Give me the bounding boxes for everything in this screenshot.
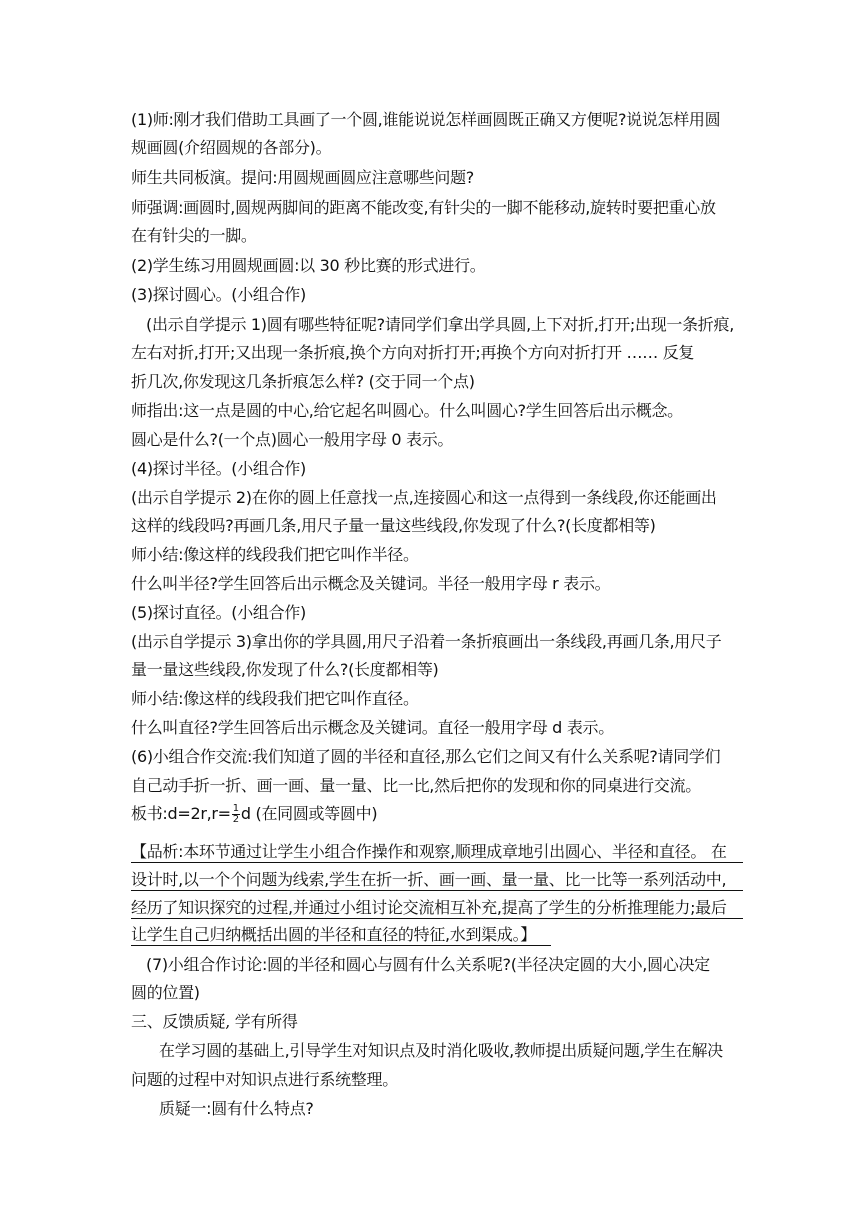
text-line: (5)探讨直径。(小组合作) [131, 603, 306, 622]
text-line: 师强调:画圆时,圆规两脚间的距离不能改变,有针尖的一脚不能移动,旋转时要把重心放 [131, 198, 716, 217]
text-line: (出示自学提示 3)拿出你的学具圆,用尺子沿着一条折痕画出一条线段,再画几条,用尺子 [131, 632, 722, 651]
text-line: 左右对折,打开;又出现一条折痕,换个方向对折打开;再换个方向对折打开 …… 反复 [131, 343, 695, 362]
text-line: 师小结:像这样的线段我们把它叫作半径。 [131, 545, 419, 564]
text-line: (4)探讨半径。(小组合作) [131, 459, 306, 478]
section-heading: 三、反馈质疑, 学有所得 [131, 1012, 298, 1031]
formula-prefix: 板书:d=2r,r= [131, 804, 231, 823]
formula-suffix: d [240, 804, 251, 823]
text-line: 折几次,你发现这几条折痕怎么样? (交于同一个点) [131, 372, 475, 391]
text-line: 什么叫直径?学生回答后出示概念及关键词。直径一般用字母 d 表示。 [131, 718, 614, 737]
fraction-denominator: 2 [232, 814, 239, 825]
text-line: 在学习圆的基础上,引导学生对知识点及时消化吸收,教师提出质疑问题,学生在解决 [159, 1041, 723, 1060]
text-line: (2)学生练习用圆规画圆:以 30 秒比赛的形式进行。 [131, 256, 486, 275]
text-line: 师小结:像这样的线段我们把它叫作直径。 [131, 689, 419, 708]
text-line: 规画圆(介绍圆规的各部分)。 [131, 138, 332, 157]
formula-line [131, 804, 741, 825]
text-line: 自己动手折一折、画一画、量一量、比一比,然后把你的发现和你的同桌进行交流。 [131, 776, 701, 795]
text-line: (6)小组合作交流:我们知道了圆的半径和直径,那么它们之间又有什么关系呢?请同学们 [131, 747, 721, 766]
text-line: (出示自学提示 1)圆有哪些特征呢?请同学们拿出学具圆,上下对折,打开;出现一条折痕, [146, 315, 734, 334]
text-line: 师指出:这一点是圆的中心,给它起名叫圆心。什么叫圆心?学生回答后出示概念。 [131, 401, 683, 420]
review-line: 设计时,以一个个问题为线索,学生在折一折、画一画、量一量、比一比等一系列活动中, [131, 870, 743, 891]
review-line: 【品析:本环节通过让学生小组合作操作和观察,顺理成章地引出圆心、半径和直径。 在 [131, 842, 743, 863]
text-line: (1)师:刚才我们借助工具画了一个圆,谁能说说怎样画圆既正确又方便呢?说说怎样用圆 [131, 110, 721, 129]
text-line: (3)探讨圆心。(小组合作) [131, 285, 306, 304]
text-line: 这样的线段吗?再画几条,用尺子量一量这些线段,你发现了什么?(长度都相等) [131, 516, 656, 535]
text-line: 问题的过程中对知识点进行系统整理。 [131, 1070, 398, 1089]
text-line: 什么叫半径?学生回答后出示概念及关键词。半径一般用字母 r 表示。 [131, 574, 611, 593]
text-line: (出示自学提示 2)在你的圆上任意找一点,连接圆心和这一点得到一条线段,你还能画出 [131, 488, 717, 507]
review-line: 让学生自己归纳概括出圆的半径和直径的特征,水到渠成。】 [131, 925, 551, 946]
text-line: 质疑一:圆有什么特点? [159, 1099, 314, 1118]
formula-note: (在同圆或等圆中) [250, 804, 378, 823]
review-line: 经历了知识探究的过程,并通过小组讨论交流相互补充,提高了学生的分析推理能力;最后 [131, 898, 743, 919]
text-line: 量一量这些线段,你发现了什么?(长度都相等) [131, 660, 439, 679]
text-line: 师生共同板演。提问:用圆规画圆应注意哪些问题? [131, 168, 474, 187]
fraction-one-half [232, 804, 240, 825]
text-line: 圆的位置) [131, 983, 200, 1002]
text-line: 在有针尖的一脚。 [131, 226, 257, 245]
text-line: 圆心是什么?(一个点)圆心一般用字母 0 表示。 [131, 430, 454, 449]
text-line: (7)小组合作讨论:圆的半径和圆心与圆有什么关系呢?(半径决定圆的大小,圆心决定 [146, 955, 710, 974]
fraction-numerator: 1 [232, 803, 239, 814]
